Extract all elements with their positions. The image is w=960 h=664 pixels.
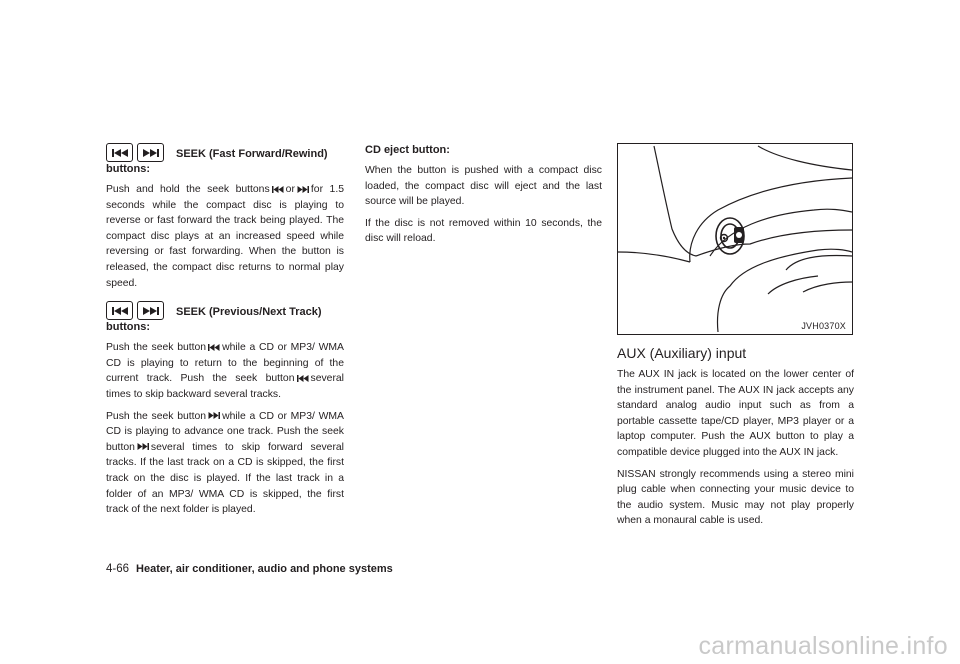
seek-track-heading [106,301,344,320]
seek-ff-title-cont: buttons: [106,163,150,175]
column-eject [365,143,602,253]
eject-title: CD eject button: [365,144,450,156]
skip-forward-icon [297,186,309,193]
aux-jack-illustration [617,143,853,335]
column-seek [106,143,344,524]
seek-ff-title: SEEK (Fast Forward/Rewind) [176,148,328,160]
eject-paragraph-1: When the button is pushed with a compact disc loaded, the compact disc will eject and the last source will be played. [365,165,602,208]
illustration-code: JVH0370X [801,321,846,331]
skip-back-icon [297,375,309,382]
skip-back-icon [208,344,220,351]
skip-forward-key-icon [137,143,164,162]
seek-track-title-cont: buttons: [106,321,150,334]
track-paragraph-1: Push the seek button while a CD or MP3/ WMA CD is playing to return to the beginning of the current track. Push the seek button several times to skip backward several tracks. [106,342,344,400]
aux-paragraph-2: NISSAN strongly recommends using a stereo mini plug cable when connecting your music device to the audio system. Music may not play properly when a monaural cable is used. [617,468,854,527]
skip-forward-icon [137,443,149,450]
skip-back-key-icon [106,301,133,320]
seek-ff-paragraph: Push and hold the seek buttons or for 1.5 seconds while the compact disc is playing to reverse or fast forward the track being played. The compact disc plays at an increased speed while reversing or fast forwarding. When the button is released, the compact disc returns to normal play speed. [106,184,344,289]
page-number: 4-66 [106,563,130,575]
skip-back-key-icon [106,143,133,162]
eject-paragraph-2: If the disc is not removed within 10 seconds, the disc will reload. [365,217,602,245]
page-footer [106,563,393,575]
aux-paragraph-1: The AUX IN jack is located on the lower center of the instrument panel. The AUX IN jack accepts any standard analog audio input such as from a portable cassette tape/CD player, MP3 player or a laptop computer. Push the AUX button to play a compatible device plugged into the AUX IN jack. [617,369,854,458]
site-watermark: carmanualsonline.info [698,632,948,660]
seek-ff-heading [106,143,344,162]
track-paragraph-2: Push the seek button while a CD or MP3/ WMA CD is playing to advance one track. Push the seek button several times to skip forward several tracks. If the last track on a CD is skipped, the first track on the disc is played. If the last track in a folder of an MP3/ WMA CD is skipped, the first track of the next folder is played. [106,410,344,516]
instrument-panel-drawing [618,144,852,334]
skip-forward-icon [208,412,220,419]
column-aux [617,143,854,535]
aux-section-title: AUX (Auxiliary) input [617,345,747,361]
skip-forward-key-icon [137,301,164,320]
seek-track-title: SEEK (Previous/Next Track) [176,306,322,319]
skip-back-icon [272,186,284,193]
chapter-title: Heater, air conditioner, audio and phone systems [136,563,393,575]
